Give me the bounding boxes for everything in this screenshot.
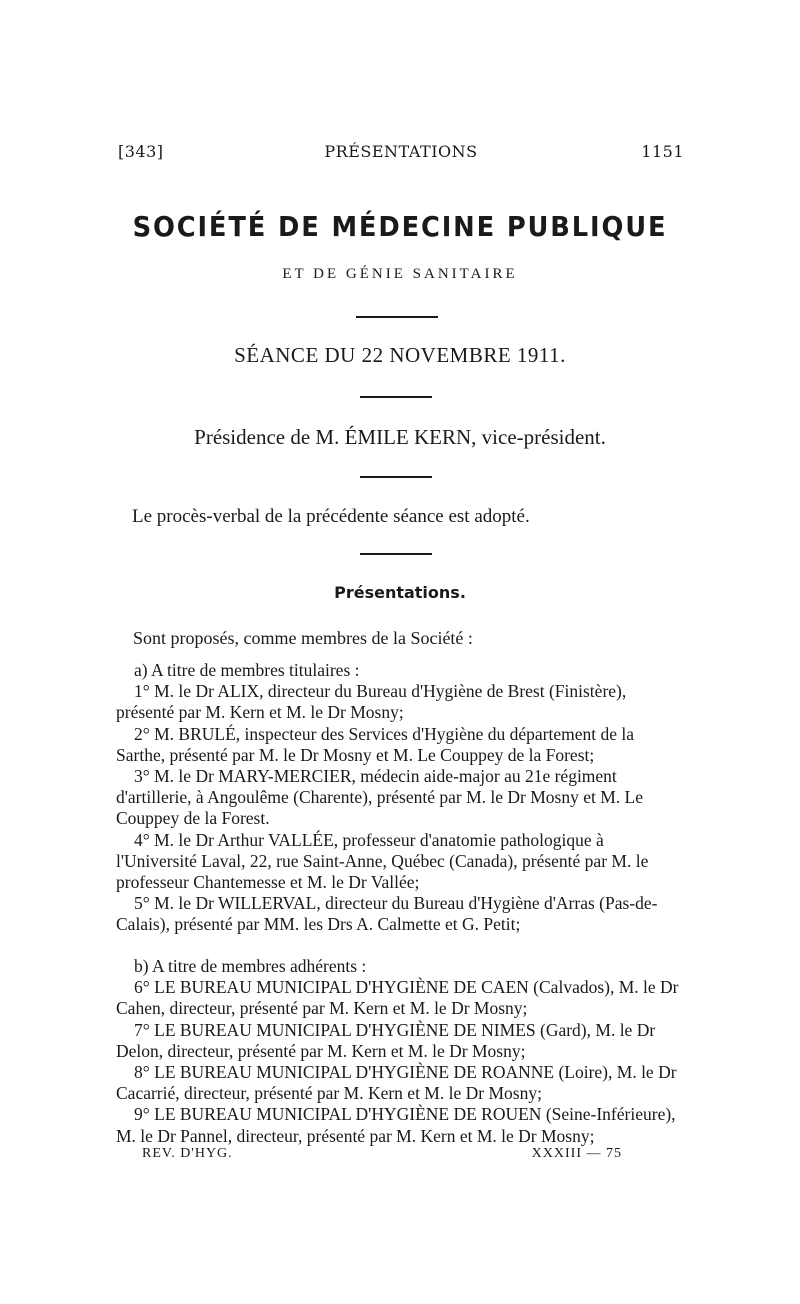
list-item: 4° M. le Dr Arthur VALLÉE, professeur d'anatomie pathologique à l'Université Laval, 22, rue Saint-Anne, Québec (Canada), présenté par M. le professeur Chantemesse et M. le Dr Vallée; — [116, 829, 649, 893]
divider-rule — [356, 316, 438, 318]
divider-rule — [360, 553, 432, 555]
divider-rule — [360, 396, 432, 398]
minutes-adopted-line: Le procès-verbal de la précédente séance est adopté. — [132, 506, 530, 527]
divider-rule — [360, 476, 432, 478]
list-item: 5° M. le Dr WILLERVAL, directeur du Bureau d'Hygiène d'Arras (Pas-de-Calais), présenté par MM. les Drs A. Calmette et G. Petit; — [116, 893, 658, 935]
list-item: 2° M. BRULÉ, inspecteur des Services d'Hygiène du département de la Sarthe, présenté par M. le Dr Mosny et M. Le Couppey de la Forest; — [116, 723, 635, 765]
society-subtitle: ET DE GÉNIE SANITAIRE — [282, 266, 518, 282]
session-date: SÉANCE DU 22 NOVEMBRE 1911. — [234, 343, 566, 367]
list-item: 9° LE BUREAU MUNICIPAL D'HYGIÈNE DE ROUEN (Seine-Inférieure), M. le Dr Pannel, directeur, présenté par M. Kern et M. le Dr Mosny; — [116, 1104, 676, 1146]
society-title: SOCIÉTÉ DE MÉDECINE PUBLIQUE — [132, 210, 668, 243]
list-heading: b) A titre de membres adhérents : — [134, 956, 367, 976]
list-item: 7° LE BUREAU MUNICIPAL D'HYGIÈNE DE NIMES (Gard), M. le Dr Delon, directeur, présenté par M. Kern et M. le Dr Mosny; — [116, 1019, 656, 1061]
section-heading: Présentations. — [334, 583, 466, 602]
list-heading: a) A titre de membres titulaires : — [134, 660, 360, 680]
list-item: 1° M. le Dr ALIX, directeur du Bureau d'Hygiène de Brest (Finistère), présenté par M. Kern et M. le Dr Mosny; — [116, 681, 627, 723]
intro-paragraph: Sont proposés, comme membres de la Société : — [133, 628, 473, 648]
page-footer — [142, 1146, 622, 1166]
titular-members-list — [116, 660, 686, 936]
journal-abbreviation: REV. D'HYG. — [142, 1146, 233, 1161]
running-header — [118, 142, 684, 168]
list-item: 8° LE BUREAU MUNICIPAL D'HYGIÈNE DE ROANNE (Loire), M. le Dr Cacarrié, directeur, présenté par M. Kern et M. le Dr Mosny; — [116, 1062, 677, 1104]
adherent-members-list — [116, 956, 686, 1147]
page-reference: [343] — [118, 142, 164, 161]
volume-signature: XXXIII — 75 — [531, 1146, 622, 1161]
running-title: PRÉSENTATIONS — [324, 142, 478, 161]
presidency-line: Présidence de M. ÉMILE KERN, vice-président. — [194, 425, 606, 449]
list-item: 6° LE BUREAU MUNICIPAL D'HYGIÈNE DE CAEN (Calvados), M. le Dr Cahen, directeur, présenté par M. Kern et M. le Dr Mosny; — [116, 977, 679, 1019]
page-number: 1151 — [641, 142, 684, 161]
list-item: 3° M. le Dr MARY-MERCIER, médecin aide-major au 21e régiment d'artillerie, à Angoulême (Charente), présenté par M. le Dr Mosny et M. Le Couppey de la Forest. — [116, 766, 644, 829]
